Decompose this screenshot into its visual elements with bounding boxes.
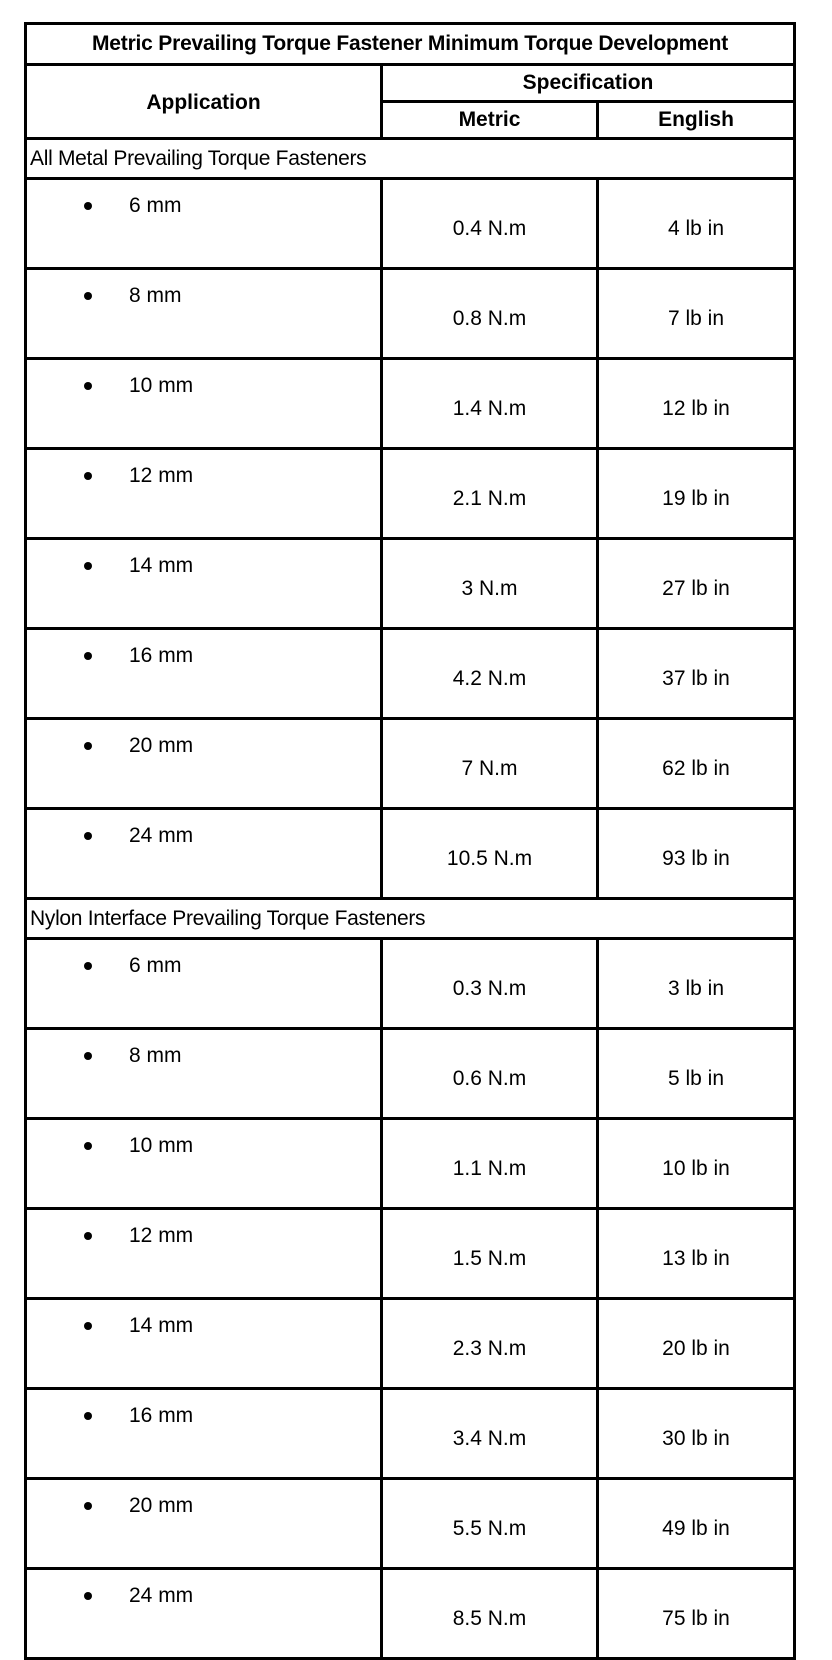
size-label: 20 mm [129, 734, 194, 757]
metric-value: 8.5 N.m [382, 1569, 598, 1659]
english-value: 19 lb in [598, 449, 795, 539]
table-row [26, 809, 795, 899]
size-label: 24 mm [129, 824, 194, 847]
table-row [26, 449, 795, 539]
size-cell [26, 1479, 382, 1569]
torque-spec-table [24, 22, 796, 1660]
metric-header: Metric [382, 102, 598, 139]
english-value: 4 lb in [598, 179, 795, 269]
english-value: 49 lb in [598, 1479, 795, 1569]
bullet-icon [84, 742, 92, 750]
english-header: English [598, 102, 795, 139]
english-value: 5 lb in [598, 1029, 795, 1119]
english-value: 37 lb in [598, 629, 795, 719]
bullet-icon [84, 962, 92, 970]
table-row [26, 539, 795, 629]
metric-value: 5.5 N.m [382, 1479, 598, 1569]
bullet-icon [84, 652, 92, 660]
section-heading: All Metal Prevailing Torque Fasteners [26, 139, 795, 179]
metric-value: 0.4 N.m [382, 179, 598, 269]
table-row [26, 1209, 795, 1299]
bullet-icon [84, 832, 92, 840]
english-value: 27 lb in [598, 539, 795, 629]
english-value: 3 lb in [598, 939, 795, 1029]
section-heading: Nylon Interface Prevailing Torque Fasteners [26, 899, 795, 939]
size-label: 14 mm [129, 554, 194, 577]
metric-value: 0.6 N.m [382, 1029, 598, 1119]
bullet-icon [84, 1502, 92, 1510]
size-label: 20 mm [129, 1494, 194, 1517]
size-label: 16 mm [129, 644, 194, 667]
size-label: 8 mm [129, 1044, 182, 1067]
size-label: 12 mm [129, 1224, 194, 1247]
bullet-icon [84, 562, 92, 570]
bullet-icon [84, 382, 92, 390]
bullet-icon [84, 1142, 92, 1150]
title-row [26, 24, 795, 65]
bullet-icon [84, 1322, 92, 1330]
size-cell [26, 1029, 382, 1119]
size-cell [26, 449, 382, 539]
size-label: 8 mm [129, 284, 182, 307]
metric-value: 7 N.m [382, 719, 598, 809]
bullet-icon [84, 1592, 92, 1600]
metric-value: 3.4 N.m [382, 1389, 598, 1479]
size-cell [26, 269, 382, 359]
size-cell [26, 1389, 382, 1479]
table-row [26, 1029, 795, 1119]
table-body [26, 139, 795, 1659]
metric-value: 3 N.m [382, 539, 598, 629]
bullet-icon [84, 1412, 92, 1420]
size-cell [26, 629, 382, 719]
metric-value: 2.3 N.m [382, 1299, 598, 1389]
table-row [26, 1299, 795, 1389]
size-cell [26, 179, 382, 269]
metric-value: 1.5 N.m [382, 1209, 598, 1299]
english-value: 62 lb in [598, 719, 795, 809]
english-value: 30 lb in [598, 1389, 795, 1479]
size-cell [26, 1569, 382, 1659]
metric-value: 2.1 N.m [382, 449, 598, 539]
size-label: 10 mm [129, 1134, 194, 1157]
english-value: 93 lb in [598, 809, 795, 899]
table-row [26, 1569, 795, 1659]
metric-value: 4.2 N.m [382, 629, 598, 719]
size-label: 24 mm [129, 1584, 194, 1607]
size-cell [26, 719, 382, 809]
application-header: Application [26, 65, 382, 139]
section-row [26, 899, 795, 939]
table-title: Metric Prevailing Torque Fastener Minimum Torque Development [26, 24, 795, 65]
size-cell [26, 359, 382, 449]
english-value: 10 lb in [598, 1119, 795, 1209]
size-cell [26, 1299, 382, 1389]
table-row [26, 179, 795, 269]
english-value: 13 lb in [598, 1209, 795, 1299]
metric-value: 10.5 N.m [382, 809, 598, 899]
header-row-top [26, 65, 795, 102]
table-row [26, 1479, 795, 1569]
table-row [26, 359, 795, 449]
bullet-icon [84, 292, 92, 300]
english-value: 20 lb in [598, 1299, 795, 1389]
size-cell [26, 939, 382, 1029]
bullet-icon [84, 1052, 92, 1060]
english-value: 75 lb in [598, 1569, 795, 1659]
english-value: 7 lb in [598, 269, 795, 359]
metric-value: 1.4 N.m [382, 359, 598, 449]
section-row [26, 139, 795, 179]
size-label: 14 mm [129, 1314, 194, 1337]
metric-value: 0.8 N.m [382, 269, 598, 359]
table-row [26, 269, 795, 359]
table-row [26, 1119, 795, 1209]
table-row [26, 1389, 795, 1479]
english-value: 12 lb in [598, 359, 795, 449]
size-cell [26, 1209, 382, 1299]
specification-header: Specification [382, 65, 795, 102]
bullet-icon [84, 472, 92, 480]
bullet-icon [84, 202, 92, 210]
table-row [26, 719, 795, 809]
size-label: 12 mm [129, 464, 194, 487]
metric-value: 1.1 N.m [382, 1119, 598, 1209]
size-cell [26, 1119, 382, 1209]
size-cell [26, 809, 382, 899]
bullet-icon [84, 1232, 92, 1240]
size-label: 16 mm [129, 1404, 194, 1427]
size-label: 10 mm [129, 374, 194, 397]
table-row [26, 939, 795, 1029]
size-cell [26, 539, 382, 629]
table-row [26, 629, 795, 719]
metric-value: 0.3 N.m [382, 939, 598, 1029]
size-label: 6 mm [129, 954, 182, 977]
size-label: 6 mm [129, 194, 182, 217]
